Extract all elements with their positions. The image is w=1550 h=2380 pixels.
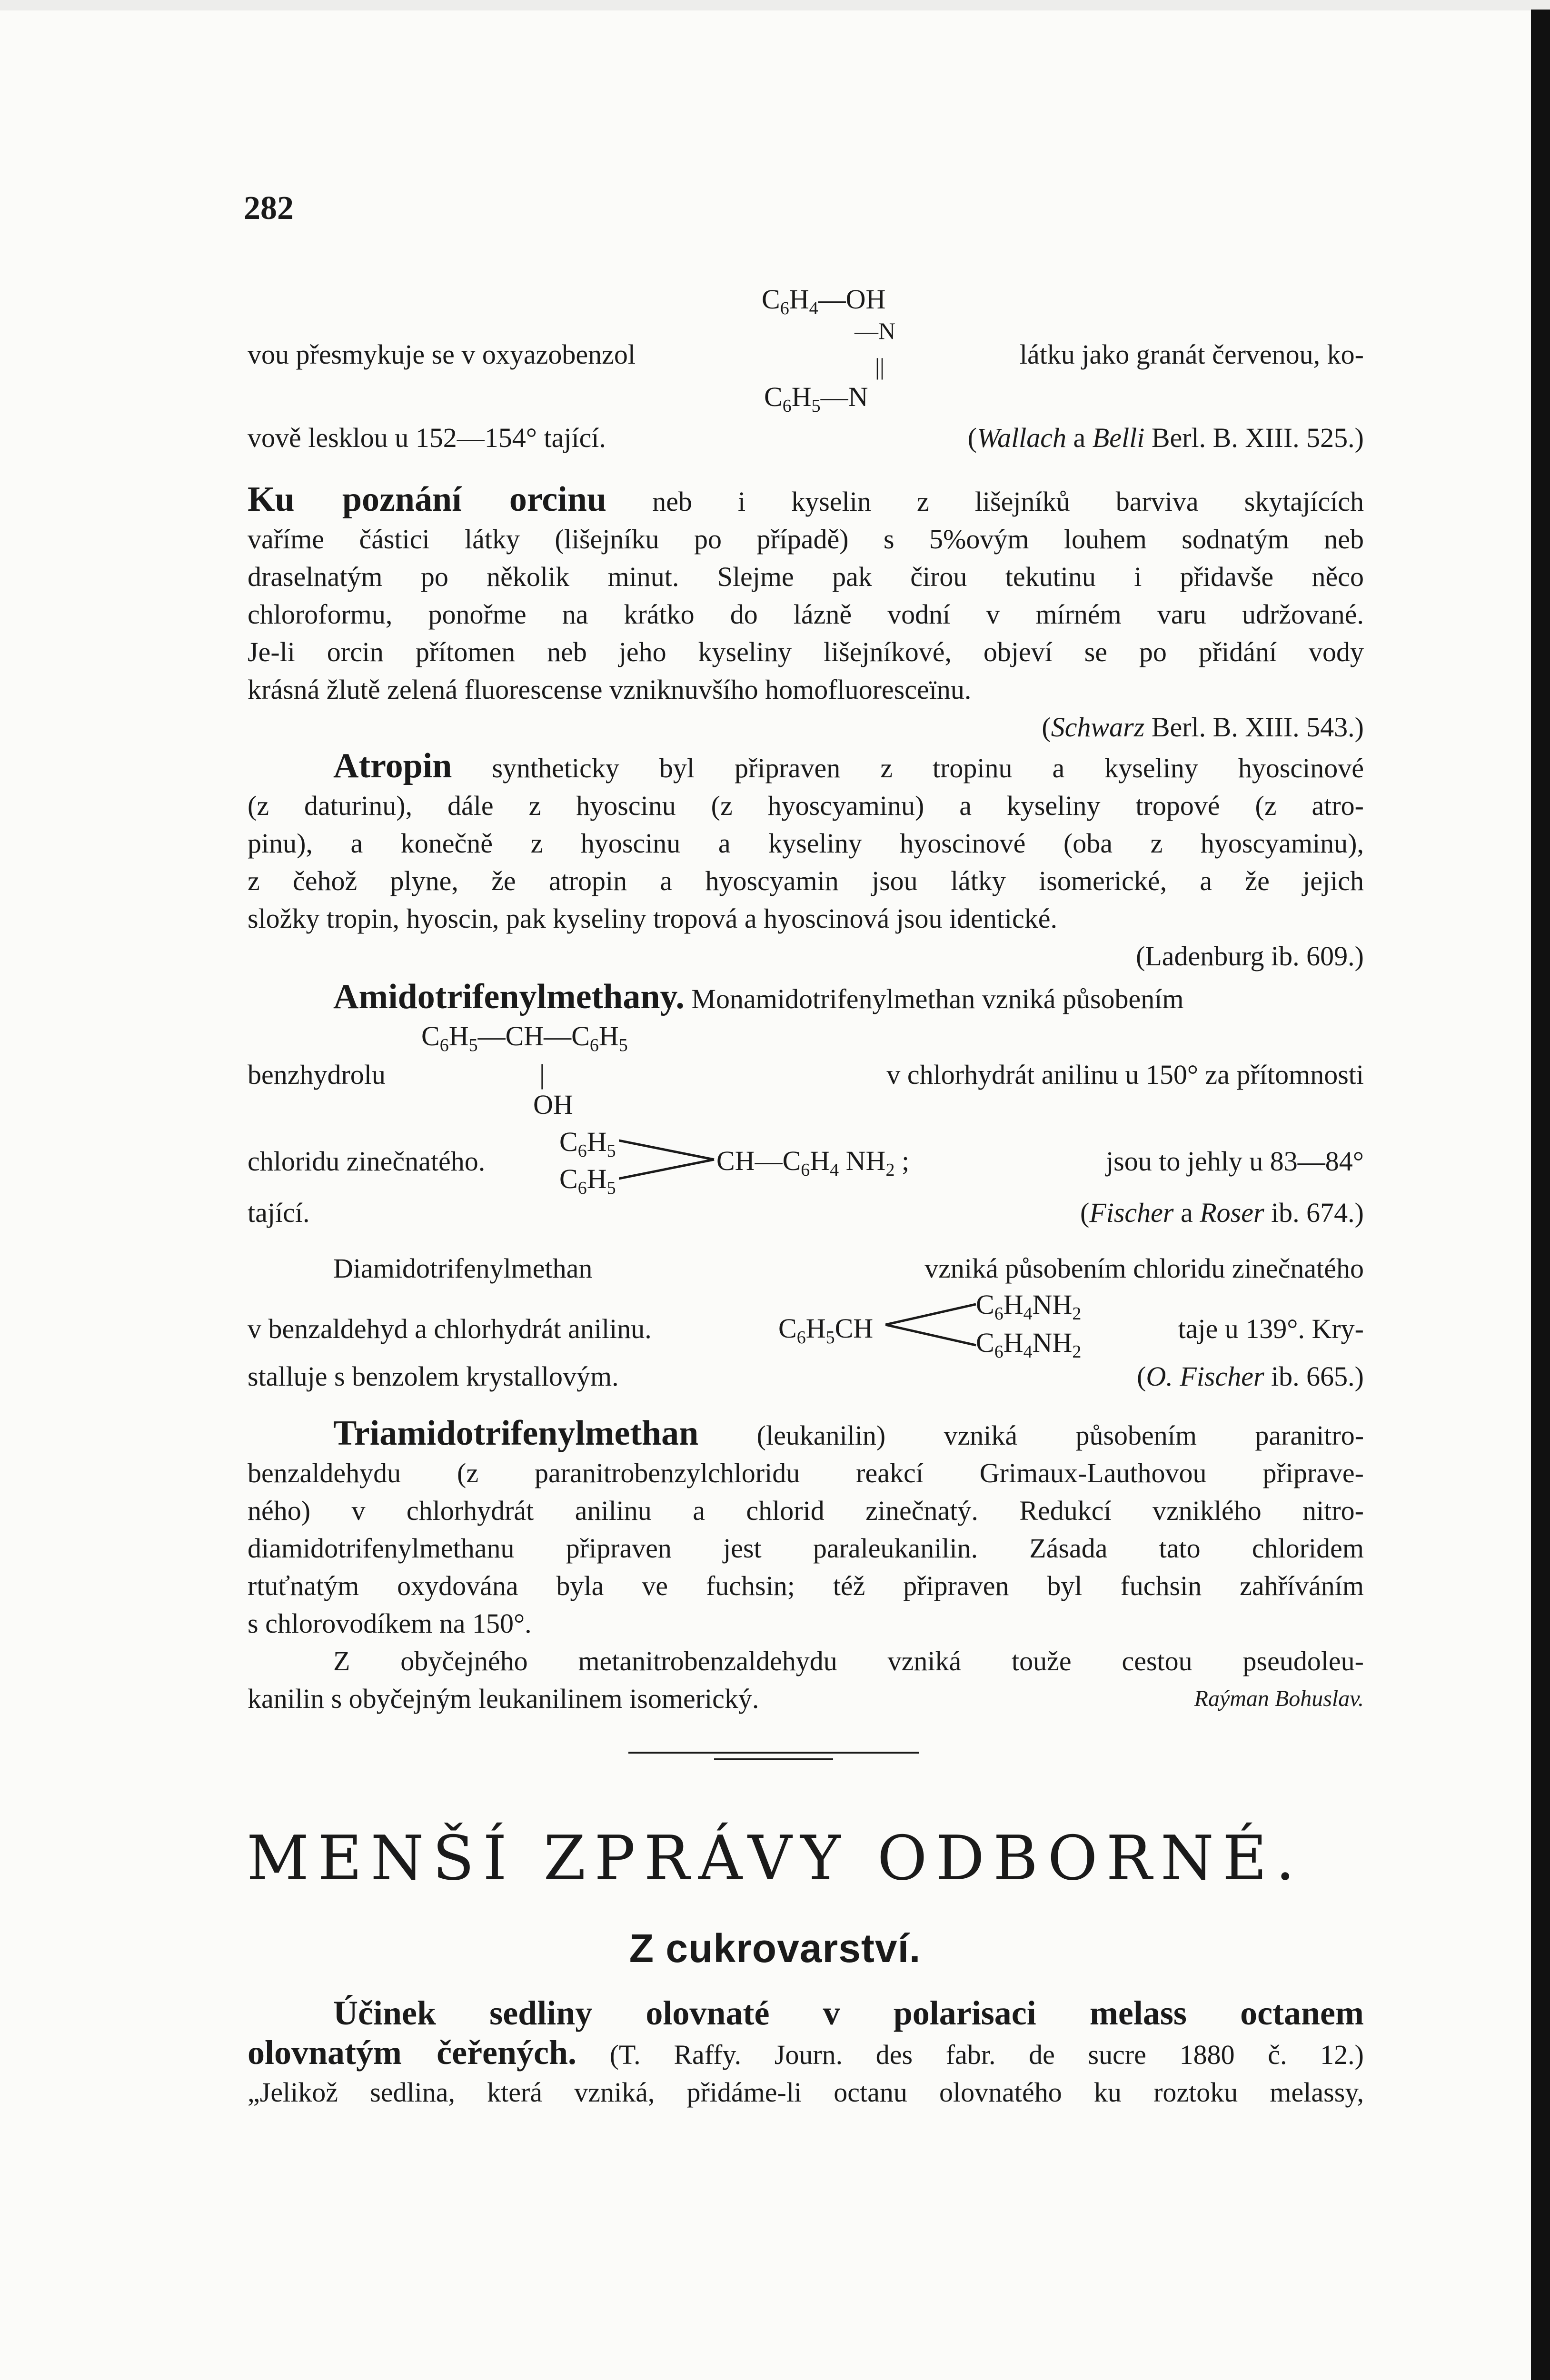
- formula-phenyl-b: $C_6H_5$: [559, 1163, 616, 1198]
- diamido-line2-left: v benzaldehyd a chlorhydrát anilinu.: [248, 1313, 652, 1344]
- formula-c6h5-n: $C_6H_5—N$: [764, 381, 868, 416]
- formula-diamido-base: $C_6H_5CH$: [778, 1313, 874, 1348]
- author-signature: Raýman Bohuslav.: [1194, 1686, 1364, 1711]
- formula-phenyl-a: $C_6H_5$: [559, 1126, 616, 1161]
- amido-line2-left: benzhydrolu: [248, 1059, 386, 1090]
- formula-n-top: —N: [854, 317, 896, 344]
- formula-diamido-lines: [885, 1299, 981, 1351]
- block1-line1-right: látku jako granát červenou, ko-: [1019, 339, 1364, 370]
- page-number: 282: [244, 190, 294, 227]
- formula-diamido-b: $C_6H_4NH_2$: [976, 1327, 1082, 1362]
- diamido-line3-left: stalluje s benzolem krystallovým.: [248, 1361, 619, 1392]
- triamido-line: rtuťnatým oxydována byla ve fuchsin; též připraven byl fuchsin zahříváním: [248, 1570, 1364, 1601]
- formula-diamido-a: $C_6H_4NH_2$: [976, 1289, 1082, 1324]
- diamido-line2-right: taje u 139°. Kry-: [1178, 1313, 1364, 1344]
- triamido-line: (leukanilin) vzniká působením paranitro-: [756, 1420, 1364, 1451]
- amido-reference: (Fischer a Roser ib. 674.): [1080, 1197, 1364, 1228]
- atropin-line: syntheticky byl připraven z tropinu a kyseliny hyoscinové: [492, 753, 1364, 783]
- orcin-paragraph: [248, 481, 1364, 746]
- scan-right-edge: [1531, 10, 1550, 2380]
- formula-amine: $CH—C_6H_4$ $NH_2$ ;: [716, 1145, 910, 1180]
- amido-line3-left: chloridu zinečnatého.: [248, 1146, 486, 1177]
- atropin-reference: (Ladenburg ib. 609.): [1136, 941, 1364, 972]
- amido-line3-right: jsou to jehly u 83—84°: [1106, 1146, 1364, 1177]
- atropin-line: (z daturinu), dále z hyoscinu (z hyoscyaminu) a kyseliny tropové (z atro-: [248, 790, 1364, 821]
- amido-line1: Monamidotrifenylmethan vzniká působením: [691, 983, 1184, 1014]
- triamido-line: ného) v chlorhydrát anilinu a chlorid zinečnatý. Redukcí vzniklého nitro-: [248, 1495, 1364, 1526]
- formula-benzhydrol-oh: OH: [533, 1089, 573, 1120]
- article-source: (T. Raffy. Journ. des fabr. de sucre 1880 č. 12.): [609, 2039, 1364, 2070]
- orcin-line: Je-li orcin přítomen neb jeho kyseliny lišejníkové, objeví se po přidání vody: [248, 636, 1364, 667]
- triamido-paragraph: [248, 1415, 1364, 1717]
- amido-line4-left: tající.: [248, 1197, 310, 1228]
- atropin-heading: Atropin: [333, 746, 452, 785]
- triamido-heading: Triamidotrifenylmethan: [333, 1414, 699, 1453]
- formula-benzhydrol: $C_6H_5—CH—C_6H_5$: [421, 1021, 628, 1055]
- triamido-para2-line: Z obyčejného metanitrobenzaldehydu vzniká touže cestou pseudoleu-: [333, 1646, 1364, 1676]
- diamido-line1: vzniká působením chloridu zinečnatého: [924, 1253, 1364, 1284]
- article-heading-line1: Účinek sedliny olovnaté v polarisaci melass octanem: [333, 1994, 1364, 2032]
- triamido-line: diamidotrifenylmethanu připraven jest paraleukanilin. Zásada tato chloridem: [248, 1533, 1364, 1564]
- atropin-line: pinu), a konečně z hyoscinu a kyseliny hyoscinové (oba z hyoscyaminu),: [248, 828, 1364, 859]
- formula-double-bond: ||: [875, 353, 885, 380]
- triamido-line: benzaldehydu (z paranitrobenzylchloridu reakcí Grimaux-Lauthovou připrave-: [248, 1458, 1364, 1488]
- scan-top-edge: [0, 0, 1550, 10]
- amido-heading: Amidotrifenylmethany.: [333, 977, 685, 1016]
- article-line: „Jelikož sedlina, která vzniká, přidáme-li octanu olovnatého ku roztoku melassy,: [248, 2077, 1364, 2108]
- block1-line2-left: vově lesklou u 152—154° tající.: [248, 422, 606, 453]
- orcin-line: draselnatým po několik minut. Slejme pak čirou tekutinu i přidavše něco: [248, 561, 1364, 592]
- orcin-heading: Ku poznání orcinu: [248, 480, 607, 519]
- atropin-line: složky tropin, hyoscin, pak kyseliny tropová a hyoscinová jsou identické.: [248, 903, 1058, 934]
- amido-line2-right: v chlorhydrát anilinu u 150° za přítomnosti: [886, 1059, 1364, 1090]
- divider-rule-top: [628, 1752, 919, 1754]
- article-paragraph: [248, 1994, 1364, 2111]
- atropin-line: z čehož plyne, že atropin a hyoscyamin jsou látky isomerické, a že jejich: [248, 865, 1364, 896]
- divider-rule-bottom: [714, 1758, 833, 1760]
- formula-c6h4-oh: $C_6H_4—OH$: [762, 284, 886, 318]
- block1-reference: (Wallach a Belli Berl. B. XIII. 525.): [967, 422, 1364, 453]
- triamido-line: s chlorovodíkem na 150°.: [248, 1608, 532, 1639]
- block1-line1-left: vou přesmykuje se v oxyazobenzol: [248, 339, 636, 370]
- orcin-line: chloroformu, ponořme na krátko do lázně vodní v mírném varu udržované.: [248, 599, 1364, 630]
- orcin-reference: (Schwarz Berl. B. XIII. 543.): [1042, 712, 1364, 743]
- section-title: MENŠÍ ZPRÁVY ODBORNÉ.: [247, 1823, 1303, 1894]
- diamido-reference: (O. Fischer ib. 665.): [1137, 1361, 1364, 1392]
- triamido-para2-line: kanilin s obyčejným leukanilinem isomerický.: [248, 1683, 759, 1714]
- atropin-paragraph: [248, 747, 1364, 975]
- orcin-line: neb i kyselin z lišejníků barviva skytajících: [652, 486, 1364, 517]
- formula-benzhydrol-bar: |: [539, 1059, 545, 1090]
- diamido-heading: Diamidotrifenylmethan: [333, 1253, 593, 1284]
- orcin-line: krásná žlutě zelená fluorescense vzniknuvšího homofluoresceïnu.: [248, 674, 972, 705]
- orcin-line: vaříme částici látky (lišejníku po případě) s 5%ovým louhem sodnatým neb: [248, 524, 1364, 555]
- section-subtitle: Z cukrovarství.: [629, 1926, 921, 1971]
- article-heading-line2: olovnatým čeřených.: [248, 2033, 577, 2072]
